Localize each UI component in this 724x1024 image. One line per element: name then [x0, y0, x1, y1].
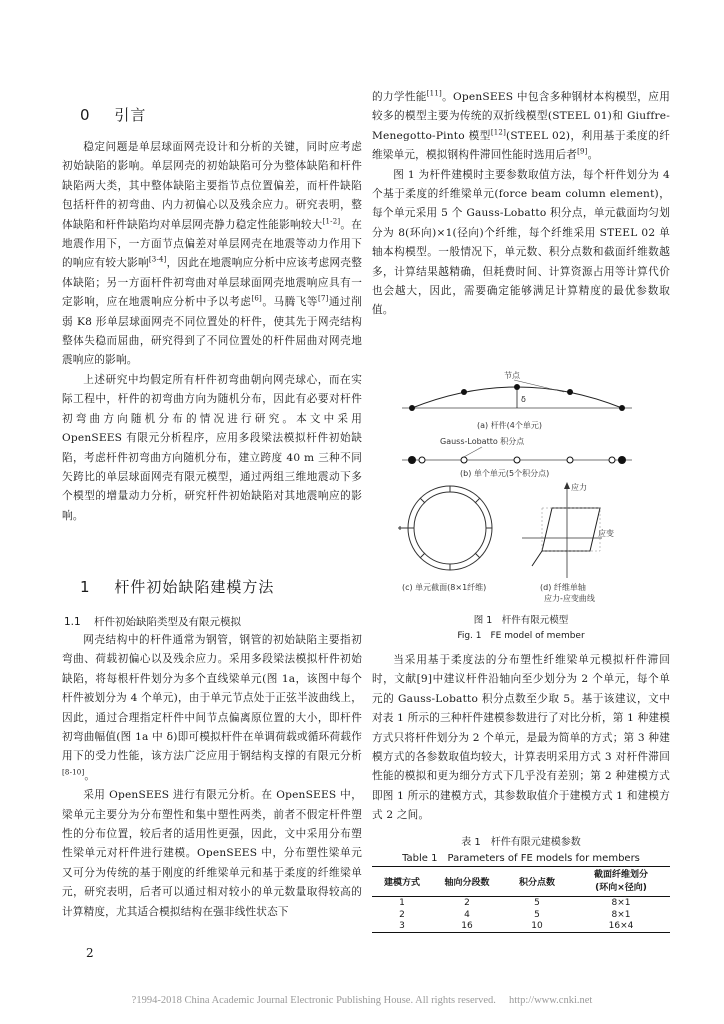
node-dot	[619, 405, 625, 411]
node-dot	[461, 389, 467, 395]
citation: [12]	[490, 128, 507, 137]
citation: [6]	[251, 294, 262, 303]
table-row: 3 16 10 16×4	[372, 921, 670, 933]
section-number: 1	[80, 578, 91, 596]
fig-sub-b: (b) 单个单元(5个积分点)	[460, 469, 550, 478]
stress-axis-arrow	[564, 482, 570, 489]
copyright-footer: ?1994-2018 China Academic Journal Electronic Publishing House. All rights reserved. http://www.cnki.net	[131, 995, 593, 1006]
intro-column	[62, 138, 362, 526]
figure-caption-cn: 图 1 杆件有限元模型	[473, 615, 569, 626]
table-row: 1 2 5 8×1	[399, 897, 631, 908]
integration-point	[514, 457, 520, 463]
figure-caption-en: Fig. 1 FE model of member	[457, 631, 585, 641]
section-title: 杆件初始缺陷建模方法	[114, 578, 275, 596]
gauss-pointer	[462, 447, 482, 458]
table-1	[372, 866, 670, 933]
node-dot	[514, 384, 520, 390]
intro-paragraph-1: 稳定问题是单层球面网壳设计和分析的关键，同时应考虑初始缺陷的影响。单层网壳的初始缺陷可分为整体缺陷和杆件缺陷两大类，其中整体缺陷主要指节点位置偏差，而杆件缺陷包括杆件的初弯曲、内力初偏心以及残余应力。研究表明，整体缺陷和杆件缺陷均对单层网壳静力稳定性能影响较大[1-2]。在地震作用下，一方面节点偏差对单层网壳在地震等动力作用下的响应有较大影响[3-4]，因此在地震响应分析中应该考虑网壳整体缺陷；另一方面杆件初弯曲对单层球面网壳地震响应具有一定影响，应在地震响应分析中予以考虑[6]。马腾飞等[7]通过削弱 K8 形单层球面网壳不同位置处的杆件，使其先于网壳结构整体失稳而屈曲，研究得到了不同位置处的杆件屈曲对网壳地震响应的影响。	[62, 141, 362, 367]
integration-point	[419, 457, 425, 463]
axis-strain-label: 应变	[598, 529, 614, 538]
figure-1	[392, 368, 662, 608]
integration-point	[609, 457, 615, 463]
table-title-en: Table 1 Parameters of FE models for members	[402, 853, 640, 864]
integration-point	[461, 457, 467, 463]
table-row: 2 4 5 8×1	[399, 909, 631, 920]
citation: [1-2]	[322, 217, 341, 226]
end-node	[408, 456, 416, 464]
citation: [8-10]	[62, 768, 85, 777]
section-0-heading	[80, 104, 146, 125]
citation: [3-4]	[148, 255, 167, 264]
fig-label-delta: δ	[521, 395, 526, 404]
table-header: 截面纤维划分 (环向×径向)	[593, 869, 648, 893]
table-header: 积分点数	[518, 878, 555, 888]
fig-sub-d1: (d) 纤维单轴	[540, 583, 586, 592]
fig-sub-a: (a) 杆件(4个单元)	[477, 421, 543, 430]
fig-sub-d2: 应力-应变曲线	[544, 594, 595, 603]
section-number: 0	[80, 106, 91, 124]
fig-label-node: 节点	[504, 371, 520, 380]
citation: [9]	[577, 147, 588, 156]
intro-paragraph-2: 上述研究中均假定所有杆件初弯曲朝向网壳球心，而在实际工程中，杆件的初弯曲方向为随机分布，因此有必要对杆件初弯曲方向随机分布的情况进行研究。本文中采用 OpenSEES 有限元分析程序，应用多段梁法模拟杆件初始缺陷，考虑杆件初弯曲方向随机分布，建立跨度 40 m 三种不同矢跨比的单层球面网壳有限元模型，通过两组三维地震动下多个模型的增量动力分析，研究杆件初始缺陷对其地震响应的影响。	[62, 373, 362, 522]
citation: [7]	[318, 294, 329, 303]
body-paragraph: 图 1 为杆件建模时主要参数取值方法，每个杆件划分为 4 个基于柔度的纤维梁单元(force beam column element)，每个单元采用 5 个 Gauss-Lobatto 积分点，单元截面均匀划分为 8(环向)×1(径向)个纤维，每个纤维采用 STEEL 02 单轴本构模型。一般情况下，单元数、积分点数和截面纤维数越多，计算结果越精确，但耗费时间、计算资源占用等计算代价也会越大，因此，需要确定能够满足计算精度的最优参数取值。	[372, 168, 670, 317]
table-title-cn: 表 1 杆件有限元建模参数	[461, 837, 581, 848]
body-paragraph: 的力学性能[11]。OpenSEES 中包含多种钢材本构模型，应用较多的模型主要为传统的双折线模型(STEEL 01)和 Giuffre-Menegotto-Pinto 模型[12](STEEL 02)，利用基于柔度的纤维梁单元，模拟钢构件滞回性能时选用后者[9]。	[372, 89, 670, 162]
table-header: 轴向分段数	[444, 878, 490, 888]
fig-label-gauss: Gauss-Lobatto 积分点	[440, 437, 525, 446]
citation: [11]	[426, 89, 442, 98]
section-1-heading	[80, 576, 274, 597]
section-ring	[398, 486, 492, 570]
subsection-1-1-heading: 1.1 杆件初始缺陷类型及有限元模拟	[64, 616, 242, 628]
node-pointer	[514, 380, 564, 392]
right-column-body	[372, 651, 670, 826]
body-paragraph: 网壳结构中的杆件通常为钢管，钢管的初始缺陷主要指初弯曲、荷载初偏心以及残余应力。采用多段梁法模拟杆件初始缺陷，将每根杆件划分为多个直线梁单元(图 1a，该图中每个杆件被划分为 4 个单元)，由于单元节点处于正弦半波曲线上，因此，通过合理指定杆件中间节点偏离原位置的大小，即杆件初弯曲幅值(图 1a 中 δ)即可模拟杆件在单调荷载或循环荷载作用下的受力性能，该方法广泛应用于钢结构支撑的有限元分析[8-10]。	[62, 634, 362, 782]
fig-sub-c: (c) 单元截面(8×1纤维)	[402, 583, 487, 592]
section-title: 引言	[114, 106, 147, 124]
table-header: 建模方式	[383, 878, 420, 888]
node-dot	[567, 389, 573, 395]
axis-stress-label: 应力	[571, 483, 587, 492]
end-node	[618, 456, 626, 464]
page-number: 2	[86, 946, 94, 960]
node-dot	[409, 405, 415, 411]
body-paragraph: 当采用基于柔度法的分布塑性纤维梁单元模拟杆件滞回时，文献[9]中建议杆件沿轴向至少划分为 2 个单元，每个单元的 Gauss-Lobatto 积分点数至少取 5。基于该建议，文中对表 1 所示的三种杆件建模参数进行了对比分析，第 1 种建模方式只将杆件划分为 2 个单元，是最为简单的方式；第 3 种建模方式的各参数取值均较大，计算表明采用方式 3 对杆件滞回性能的模拟和更为细分方式下几乎没有差别；第 2 种建模方式即图 1 所示的建模方式，其参数取值介于建模方式 1 和建模方式 2 之间。	[372, 654, 670, 822]
integration-point	[567, 457, 573, 463]
right-column-top	[372, 88, 670, 321]
body-paragraph: 采用 OpenSEES 进行有限元分析。在 OpenSEES 中，梁单元主要分为分布塑性和集中塑性两类，前者不假定杆件塑性的分布位置，较后者的适用性更强，因此，文中采用分布塑性梁单元对杆件进行建模。OpenSEES 中，分布塑性梁单元又可分为传统的基于刚度的纤维梁单元和基于柔度的纤维梁单元，研究表明，后者可以通过相对较小的单元数量取得较高的计算精度，尤其适合模拟结构在强非线性状态下	[62, 789, 362, 918]
subsection-1-1-body	[62, 631, 362, 922]
